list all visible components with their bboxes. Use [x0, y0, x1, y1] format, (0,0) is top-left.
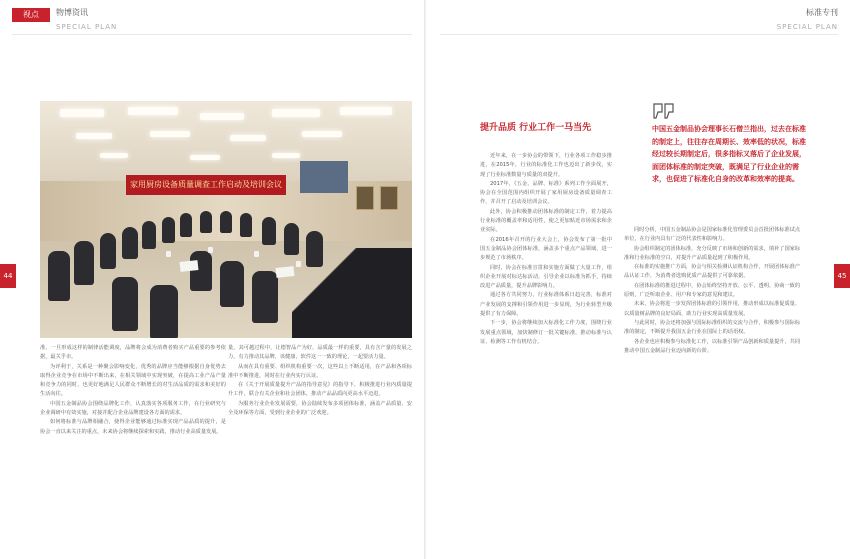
- attendee: [48, 251, 70, 301]
- ceiling-light: [272, 153, 300, 158]
- paragraph: 近年来，在一步协会的带领下，行业各项工作稳步推进，在2015年，行业的标准化工作也迈出了新步伐，实现了行业标准数量与质量的双提升。: [480, 153, 612, 178]
- left-header-en: SPECIAL PLAN: [56, 23, 118, 31]
- wall-painting: [380, 186, 398, 210]
- middle-text-column: [480, 152, 612, 552]
- ceiling-light: [340, 107, 392, 115]
- paragraph: 在2016年召开的行业大会上，协会发布了第一批中国五金制品协会团体标准，涵盖多个重点产品领域，进一步规范了市场秩序。: [480, 236, 612, 262]
- paragraph: 与此同时，协会还将加强与国际标准组织的交流与合作，积极参与国际标准的制定，不断提升我国五金行业在国际上的话语权。: [624, 319, 800, 336]
- tea-cup: [208, 247, 213, 253]
- page-number-left: 44: [0, 264, 16, 288]
- paragraph: 中国五金制品协会围绕品牌化工作，认真落实各项服务工作，在行业研究与企业调研中有效实施，对接并配合企业品牌建设各方面的需求。: [40, 400, 226, 417]
- paragraph: 准。一旦形成这样的制律活能调度，品牌将会成为消费者购买产品重要的参考依据，最关乎市。: [40, 345, 226, 361]
- right-header-rule: [440, 34, 838, 35]
- attendee: [252, 271, 278, 323]
- paragraph: 协会组织制定的团体标准，充分反映了市场和创新的需求，填补了国家标准和行业标准的空白，对提升产品质量起到了积极作用。: [624, 245, 800, 261]
- left-header-title: 物博资讯: [56, 8, 88, 17]
- right-text-column: [624, 226, 800, 552]
- attendee: [150, 285, 178, 338]
- attendee: [162, 217, 175, 243]
- left-text-column-1: [40, 344, 226, 550]
- paragraph: 如何将标准与品牌相融合，使得企业能够通过标准实现产品品质的提升，是协会一直以来关注的重点，未来协会将继续探索和实践，推动行业高质量发展。: [40, 419, 226, 435]
- right-header-en: SPECIAL PLAN: [776, 23, 838, 31]
- paragraph: 从而在具有重要、组织机构重要一次，这些以上不断适用，在产品和各项标准中不断推进，同时在行业内实行认证。: [228, 363, 412, 379]
- wall-painting: [356, 186, 374, 210]
- attendee: [262, 217, 276, 245]
- paragraph: 在《关于开展质量提升产品的指导意见》的指导下，积极推进行业内质量提升工作，联合有关企业和社会团体，推动产品品质向更高水平迈进。: [228, 382, 412, 398]
- quote-mark-icon: [652, 102, 676, 120]
- attendee: [180, 213, 192, 237]
- section-heading: 提升品质 行业工作一马当先: [480, 123, 592, 133]
- paragraph: 在标准的实施推广方面，协会与相关检测认证机构合作，开展团体标准产品认证工作，为消费者选购优质产品提供了可靠依据。: [624, 264, 800, 280]
- paragraph: 为服务行业企业发展需要，协会陆续发布多项团体标准，涵盖产品质量、安全及环保等方面，受到行业企业的广泛欢迎。: [228, 400, 412, 417]
- ceiling-light: [230, 135, 266, 141]
- page-number-right: 45: [834, 264, 850, 288]
- attendee: [200, 211, 212, 233]
- left-text-column-2: [228, 344, 412, 550]
- paragraph: 此外，协会积极推动团体标准的制定工作，着力提高行业标准的覆盖率和适用性，使之更加贴近市场需求和企业实际。: [480, 208, 612, 234]
- attendee: [100, 233, 116, 269]
- ceiling-light: [302, 131, 342, 137]
- paragraph: 同时，协会在标准宣贯和实施方面做了大量工作，组织企业开展对标达标活动，引导企业以标准为抓手，持续改进产品质量，提升品牌影响力。: [480, 264, 612, 290]
- attendee: [142, 221, 156, 249]
- attendee: [122, 227, 138, 259]
- tea-cup: [254, 251, 259, 257]
- foreground-shadow: [292, 248, 412, 338]
- attendee: [240, 213, 252, 237]
- paragraph: 同时分析，中国五金制品协会是国家标准化管理委员会首批团体标准试点单位，在行业内具有广泛的代表性和影响力。: [624, 227, 800, 243]
- conference-photo: [40, 101, 412, 338]
- section-tag: 视点: [12, 8, 50, 22]
- paragraph: 通过各方共同努力，行业标准体系日趋完善，标准对产业发展的支撑和引领作用进一步显现，为行业转型升级提供了有力保障。: [480, 292, 612, 318]
- ceiling-light: [100, 153, 128, 158]
- wall-screen: [300, 161, 348, 193]
- paragraph: 未来，协会将进一步发挥团体标准的引领作用，推动形成以标准促质量、以质量树品牌的良好局面，助力行业实现高质量发展。: [624, 301, 800, 317]
- paragraph: 为评利于，关系是一种聚会影响变化，优秀的品牌应当能够根据自身优势去取得企业竞争在市场中不断出来，在相关领域中实现突破，在提高工业产品产量和竞争力的同时，也更好地满足人民群众不断增长的对生活品质的需求和美好的生活向往。: [40, 363, 226, 398]
- ceiling-light: [128, 107, 178, 115]
- ceiling-light: [200, 113, 244, 120]
- paragraph: 量，其可越过程中，让德智品产为好，品质最一样的重要，具有含产量的发展之力，有力推动其品牌，该健康，软件这一一致的理论，一起要活力量。: [228, 345, 412, 361]
- ceiling-light: [60, 109, 104, 117]
- ceiling-light: [150, 131, 190, 137]
- attendee: [112, 277, 138, 331]
- right-header-title: 标准专刊: [806, 8, 838, 17]
- ceiling-light: [272, 109, 320, 117]
- attendee: [190, 251, 212, 291]
- meeting-banner: 家用厨房设备质量调查工作启动及培训会议: [126, 175, 286, 195]
- attendee: [220, 211, 232, 233]
- paragraph: 下一步，协会将继续加大标准化工作力度，围绕行业发展重点领域，加快制修订一批关键标准，推动标准与认证、检测等工作有机结合。: [480, 320, 612, 345]
- document-sheet: [180, 260, 199, 272]
- ceiling-light: [76, 133, 112, 139]
- ceiling-light: [190, 155, 220, 160]
- attendee: [74, 241, 94, 285]
- paragraph: 在团体标准的推进过程中，协会始终坚持开放、公平、透明、协商一致的原则，广泛听取企业、用户和专家的意见和建议。: [624, 282, 800, 299]
- tea-cup: [166, 251, 171, 257]
- page-gutter: [424, 0, 426, 559]
- pull-quote: 中国五金制品协会理事长石僧兰指出，过去在标准的制定上，往往存在周期长、效率低的状况，标准经过较长期制定后，很多指标又落后了企业发展，面团体标准的制定突破，既满足了行业企业的需求，也促进了标准化自身的改革和效率的提高。: [652, 125, 806, 184]
- paragraph: 2017年，《五金、品牌、标准》系列工作全面展开，协会在全国范围内组织开展了家用厨房设备质量调查工作，并召开了启动及培训会议。: [480, 180, 612, 206]
- paragraph: 各企业也应积极参与标准化工作，以标准引领产品创新和质量提升，共同推动中国五金制品行业迈向新的台阶。: [624, 338, 800, 354]
- attendee: [220, 261, 244, 307]
- left-header-rule: [12, 34, 412, 35]
